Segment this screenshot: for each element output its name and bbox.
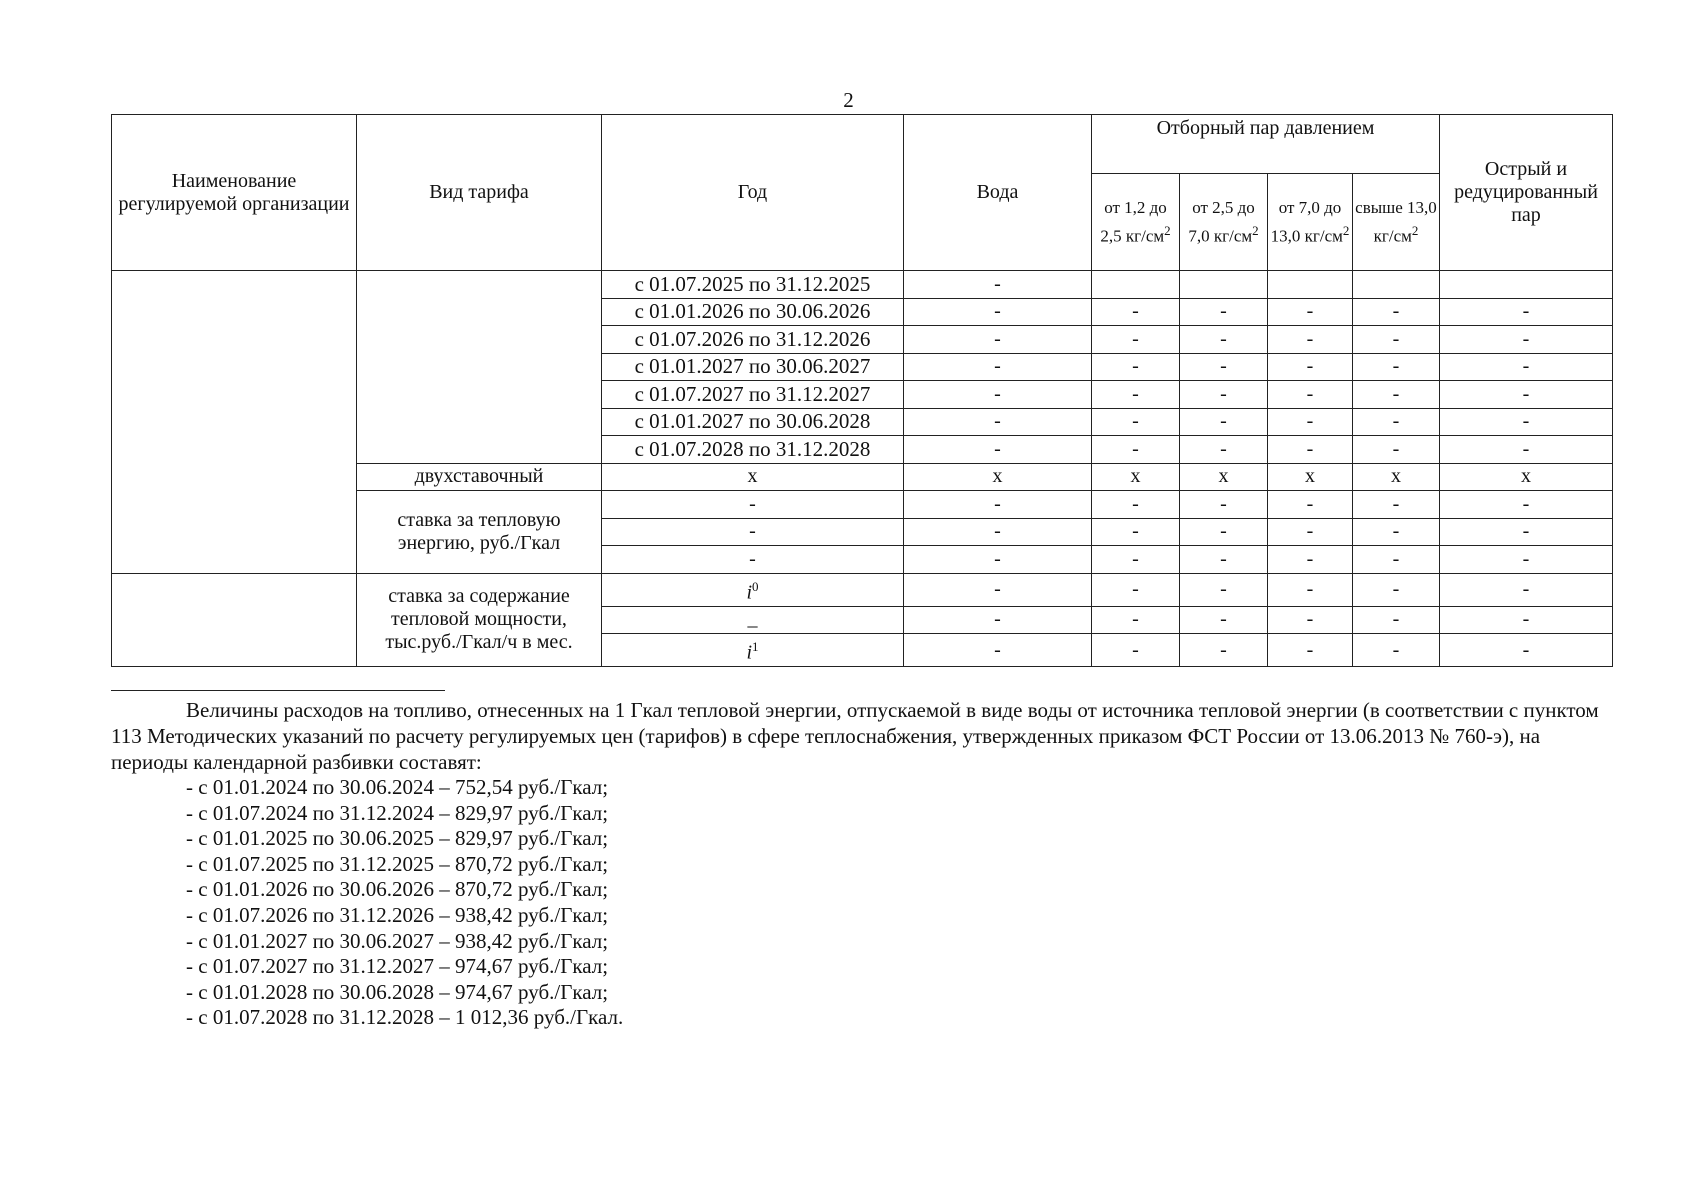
list-item: - с 01.01.2024 по 30.06.2024 – 752,54 руб./Гкал; [186,775,609,799]
col-header-sharp-steam: Острый и редуцированный пар [1440,115,1613,271]
value-cell: - [602,491,904,519]
value-cell: - [1180,326,1268,354]
value-cell: - [1440,436,1613,464]
footnote-divider [111,690,445,691]
value-cell: - [1092,436,1180,464]
period-cell: с 01.07.2026 по 31.12.2026 [602,326,904,354]
col-header-water: Вода [904,115,1092,271]
value-cell: - [1440,326,1613,354]
value-cell: - [904,573,1092,606]
value-cell: - [1353,491,1440,519]
value-cell: - [904,326,1092,354]
value-cell: - [1440,518,1613,546]
value-cell: - [1180,606,1268,634]
list-item: - с 01.01.2027 по 30.06.2027 – 938,42 руб./Гкал; [186,928,609,953]
value-cell: - [1268,573,1353,606]
col-header-pressure-4: свыше 13,0 $кг/см^2$ [1353,174,1440,271]
list-item: - с 01.01.2025 по 30.06.2025 – 829,97 руб./Гкал; [186,826,609,851]
tariff-cell [357,271,602,464]
page-number: 2 [843,88,854,112]
value-cell: - [1268,634,1353,667]
value-cell: - [1440,634,1613,667]
period-cell: с 01.07.2028 по 31.12.2028 [602,436,904,464]
value-cell: - [1268,353,1353,381]
value-cell: - [1268,326,1353,354]
value-cell: - [904,353,1092,381]
value-cell [1353,271,1440,299]
footnote-paragraph: Величины расходов на топливо, отнесенных на 1 Гкал тепловой энергии, отпускаемой в виде воды от источника тепловой энергии (в соответствии с пунктом 113 Методических указаний по расчету регулируемых цен (тарифов) в сфере теплоснабжения, утвержденных приказом ФСТ России от 13.06.2013 № 760-э), на периоды календарной разбивки составят: [111,698,1599,774]
value-cell: - [1180,298,1268,326]
period-cell: с 01.01.2027 по 30.06.2028 [602,408,904,436]
period-cell: с 01.01.2027 по 30.06.2027 [602,353,904,381]
col-header-pressure-3: от 7,0 до 13,0 $кг/см^2$ [1268,174,1353,271]
value-cell: - [1180,381,1268,409]
value-cell [1268,271,1353,299]
value-cell: - [1180,518,1268,546]
col-header-year: Год [602,115,904,271]
value-cell: - [1180,573,1268,606]
value-cell: - [1092,381,1180,409]
value-cell: - [1092,518,1180,546]
value-cell [1180,271,1268,299]
list-item: - с 01.01.2026 по 30.06.2026 – 870,72 руб./Гкал; [186,877,609,902]
value-cell: - [1353,546,1440,574]
value-cell: - [1353,436,1440,464]
list-item: - с 01.07.2025 по 31.12.2025 – 870,72 руб./Гкал; [186,851,609,876]
value-cell: $i^0$ [602,573,904,606]
period-cell: с 01.07.2027 по 31.12.2027 [602,381,904,409]
table-row [112,271,1613,299]
value-cell: - [904,518,1092,546]
value-cell: - [1440,546,1613,574]
value-cell: - [1180,408,1268,436]
value-cell: - [904,491,1092,519]
value-cell: - [602,518,904,546]
value-cell: - [1353,408,1440,436]
value-cell: - [1092,573,1180,606]
value-cell: - [904,606,1092,634]
value-cell: - [1180,491,1268,519]
org-cell [112,271,357,574]
value-cell: - [1440,606,1613,634]
value-cell: - [1440,298,1613,326]
value-cell: - [1092,298,1180,326]
value-cell: х [602,463,904,491]
period-cell: с 01.01.2026 по 30.06.2026 [602,298,904,326]
value-cell: х [1268,463,1353,491]
value-cell: - [904,408,1092,436]
value-cell: - [1440,408,1613,436]
value-cell: - [1353,381,1440,409]
value-cell: - [1268,606,1353,634]
list-item: - с 01.07.2026 по 31.12.2026 – 938,42 руб./Гкал; [186,902,609,927]
value-cell: - [602,546,904,574]
value-cell: - [1268,436,1353,464]
value-cell: - [1092,353,1180,381]
value-cell: - [1180,634,1268,667]
table-row [112,573,1613,606]
value-cell: - [1353,573,1440,606]
col-header-steam-group: Отборный пар давлением [1092,115,1440,174]
period-cell: с 01.07.2025 по 31.12.2025 [602,271,904,299]
value-cell: - [1353,326,1440,354]
col-header-org: Наименование регулируемой организации [112,115,357,271]
org-cell [112,573,357,667]
value-cell: - [1092,634,1180,667]
tariff-capacity-rate: ставка за содержание тепловой мощности, тыс.руб./Гкал/ч в мес. [357,573,602,667]
value-cell: - [1440,353,1613,381]
tariff-two-rate: двухставочный [357,463,602,491]
value-cell: - [1440,573,1613,606]
value-cell: - [904,436,1092,464]
value-cell: - [1440,491,1613,519]
value-cell: - [1268,381,1353,409]
value-cell: - [904,546,1092,574]
list-item: - с 01.07.2027 по 31.12.2027 – 974,67 руб./Гкал; [186,954,609,979]
value-cell: - [1092,546,1180,574]
value-cell: - [1353,298,1440,326]
value-cell: - [904,298,1092,326]
value-cell: х [1092,463,1180,491]
value-cell: - [1180,436,1268,464]
value-cell: - [904,271,1092,299]
value-cell: - [904,381,1092,409]
col-header-pressure-1: от 1,2 до 2,5 $кг/см^2$ [1092,174,1180,271]
tariff-heat-rate: ставка за тепловую энергию, руб./Гкал [357,491,602,574]
list-item: - с 01.07.2024 по 31.12.2024 – 829,97 руб./Гкал; [186,800,609,825]
value-cell: $i^1$ [602,634,904,667]
value-cell: х [1440,463,1613,491]
value-cell: - [1268,518,1353,546]
col-header-pressure-2: от 2,5 до 7,0 $кг/см^2$ [1180,174,1268,271]
value-cell: - [1092,491,1180,519]
value-cell: х [1180,463,1268,491]
value-cell [1092,271,1180,299]
value-cell: - [1268,546,1353,574]
value-cell: - [1180,546,1268,574]
value-cell: - [1268,491,1353,519]
col-header-tariff: Вид тарифа [357,115,602,271]
value-cell: - [1268,408,1353,436]
value-cell: - [1353,353,1440,381]
value-cell: х [904,463,1092,491]
value-cell: - [1440,381,1613,409]
value-cell: - [1092,326,1180,354]
value-cell: - [1180,353,1268,381]
value-cell: - [904,634,1092,667]
value-cell: - [1353,518,1440,546]
tariff-table [111,114,1613,667]
value-cell: _ [602,606,904,634]
value-cell: - [1353,606,1440,634]
value-cell: - [1092,606,1180,634]
value-cell: - [1092,408,1180,436]
value-cell [1440,271,1613,299]
list-item: - с 01.01.2028 по 30.06.2028 – 974,67 руб./Гкал; [186,979,609,1004]
value-cell: х [1353,463,1440,491]
value-cell: - [1353,634,1440,667]
fuel-cost-list [186,775,623,1031]
value-cell: - [1268,298,1353,326]
list-item: - с 01.07.2028 по 31.12.2028 – 1 012,36 руб./Гкал. [186,1005,624,1030]
